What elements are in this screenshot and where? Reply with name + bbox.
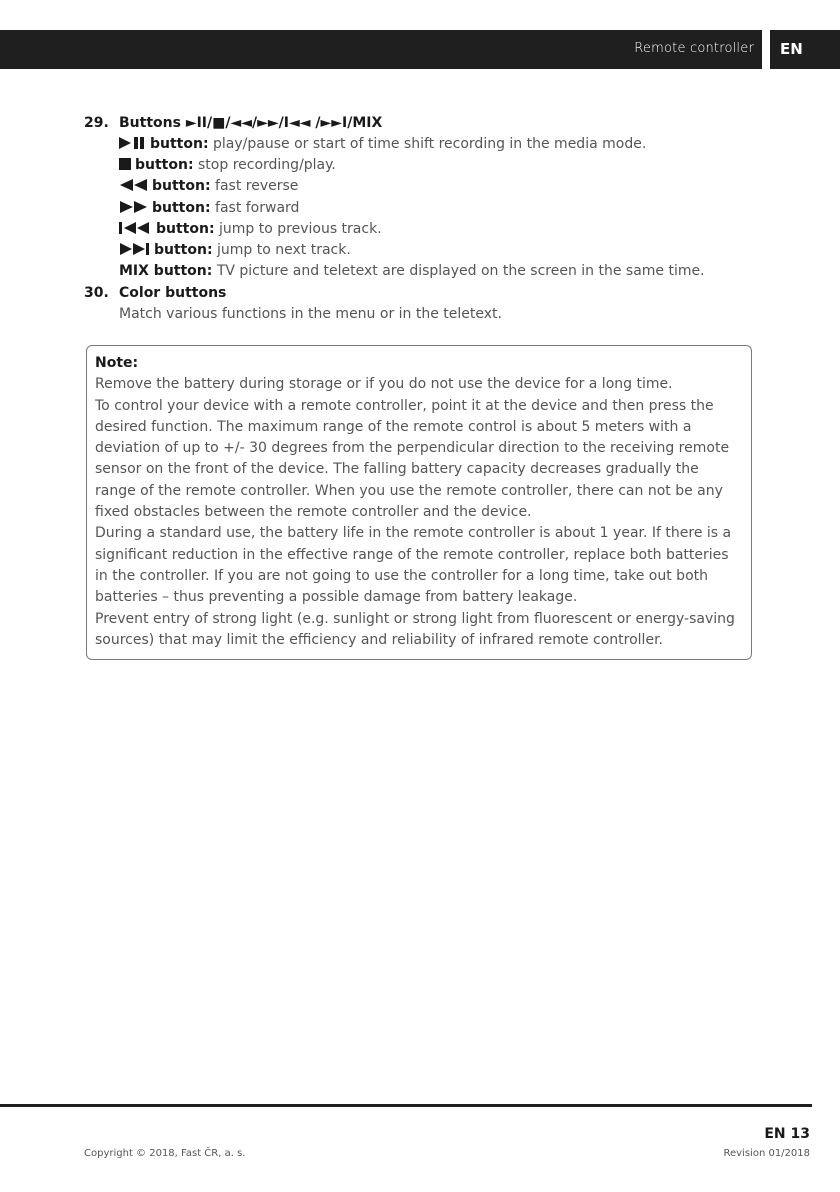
note-box [86, 345, 752, 660]
note-title: Note: [95, 355, 139, 371]
copyright: Copyright © 2018, Fast ČR, a. s. [84, 1148, 246, 1159]
button-label: button: [152, 178, 211, 195]
button-label: button: [154, 242, 213, 259]
note-paragraph: To control your device with a remote controller, point it at the device and then press the desired function. The maximum range of the remote control is about 5 meters with a deviation of up to +/- 30 degrees from the perpendicular direction to the receiving remote sensor on the front of the device. The falling battery capacity decreases gradually the range of the remote controller. When you use the remote controller, there can not be any fixed obstacles between the remote controller and the device. [95, 397, 730, 521]
header-bar [0, 30, 762, 69]
next-track-icon [119, 243, 151, 255]
footer-rule [0, 1104, 812, 1107]
button-description: stop recording/play. [193, 157, 336, 174]
button-description: jump to previous track. [214, 220, 382, 237]
revision: Revision 01/2018 [723, 1148, 810, 1159]
fast-forward-icon [119, 201, 149, 213]
button-description: fast forward [210, 199, 300, 216]
previous-track-icon [119, 222, 153, 234]
previous-track-row [119, 219, 754, 240]
fast-forward-row [119, 198, 754, 219]
rewind-icon [119, 179, 149, 191]
item-number: 29. [84, 115, 109, 131]
button-label: button: [150, 136, 209, 152]
mix-row [119, 261, 754, 282]
item-29-heading [84, 112, 754, 134]
note-paragraph: Prevent entry of strong light (e.g. sunlight or strong light from fluorescent or energy-saving sources) that may limit the efficiency and reliability of infrared remote controller. [95, 610, 735, 648]
next-track-row [119, 240, 754, 261]
section-title: Remote controller [634, 41, 754, 56]
button-description: play/pause or start of time shift recording in the media mode. [208, 136, 647, 152]
button-label: button: [152, 199, 211, 216]
item-title: Color buttons [119, 285, 227, 302]
note-paragraph: Remove the battery during storage or if you do not use the device for a long time. [95, 376, 673, 393]
main-content [84, 112, 754, 326]
language-tab: EN [770, 30, 840, 69]
button-label: button: [156, 220, 215, 237]
item-number: 30. [84, 285, 109, 302]
button-description: TV picture and teletext are displayed on the screen in the same time. [212, 263, 705, 280]
stop-icon [119, 158, 132, 170]
play-pause-row [119, 134, 754, 155]
item-title: Buttons ►II/■/◄◄/►►/I◄◄ /►►I/MIX [119, 115, 383, 131]
page-number: EN 13 [764, 1126, 810, 1142]
item-30-heading [84, 282, 754, 304]
play-pause-icon [119, 137, 147, 149]
stop-row [119, 155, 754, 176]
button-description: fast reverse [210, 178, 299, 195]
button-label: button: [135, 157, 194, 174]
button-description: jump to next track. [212, 242, 351, 259]
color-buttons-description: Match various functions in the menu or in the teletext. [119, 306, 502, 323]
button-label: MIX button: [119, 263, 213, 280]
note-paragraph: During a standard use, the battery life in the remote controller is about 1 year. If there is a significant reduction in the effective range of the remote controller, replace both batteries in the controller. If you are not going to use the controller for a long time, take out both batteries – thus preventing a possible damage from battery leakage. [95, 525, 732, 606]
rewind-row [119, 176, 754, 197]
